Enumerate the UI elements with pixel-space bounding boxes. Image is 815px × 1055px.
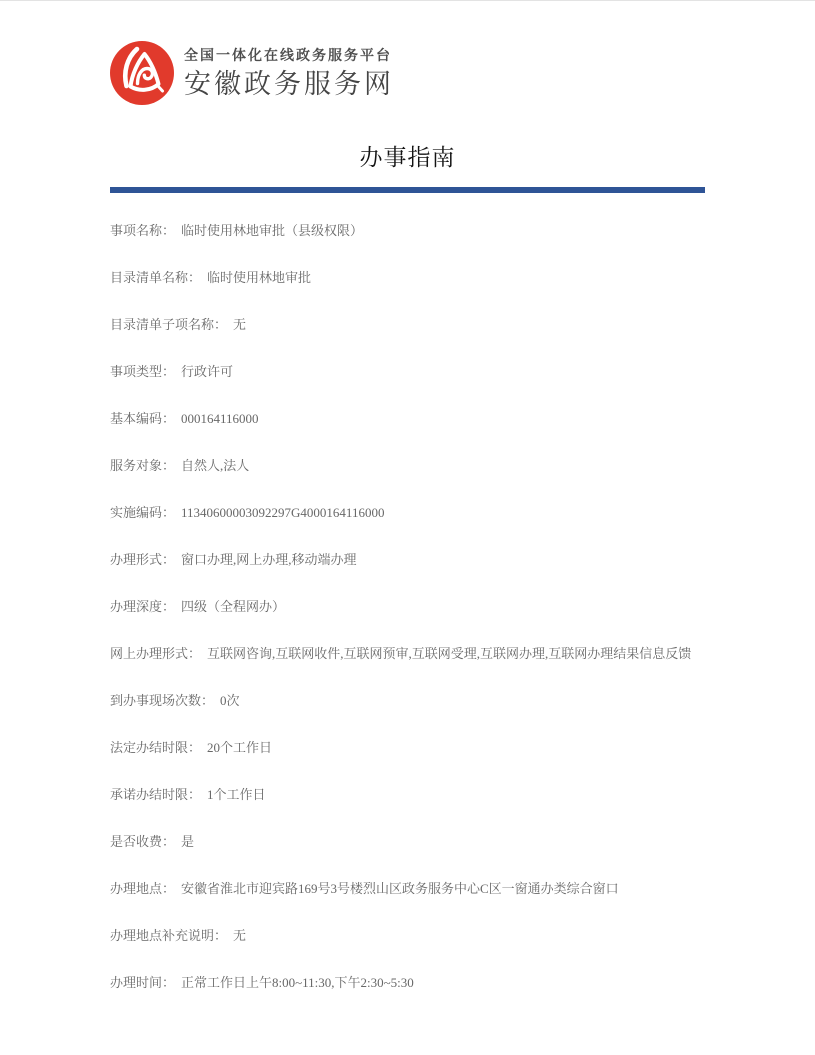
page-title: 办事指南 xyxy=(359,145,456,170)
field-label: 承诺办结时限： xyxy=(110,787,202,802)
field-label: 法定办结时限： xyxy=(110,740,202,755)
field-label: 事项名称： xyxy=(110,223,176,238)
field-label: 办理时间： xyxy=(110,975,176,990)
field-value: 是 xyxy=(181,834,195,849)
field-label: 办理地点补充说明： xyxy=(110,928,228,943)
field-row-site-visit-count xyxy=(110,692,705,709)
anhui-gov-logo-icon xyxy=(110,41,174,105)
field-value: 正常工作日上午8:00~11:30,下午2:30~5:30 xyxy=(181,975,414,990)
field-value: 互联网咨询,互联网收件,互联网预审,互联网受理,互联网办理,互联网办理结果信息反馈 xyxy=(207,646,692,661)
field-row-is-charged xyxy=(110,833,705,850)
field-label: 实施编码： xyxy=(110,505,176,520)
field-row-implementation-code xyxy=(110,504,705,521)
field-value: 临时使用林地审批 xyxy=(207,270,312,285)
field-row-handling-location xyxy=(110,880,705,897)
field-value: 无 xyxy=(233,317,247,332)
field-label: 是否收费： xyxy=(110,834,176,849)
field-value: 安徽省淮北市迎宾路169号3号楼烈山区政务服务中心C区一窗通办类综合窗口 xyxy=(181,881,619,896)
field-row-item-name xyxy=(110,222,705,239)
field-label: 办理形式： xyxy=(110,552,176,567)
field-label: 服务对象： xyxy=(110,458,176,473)
field-label: 目录清单子项名称： xyxy=(110,317,228,332)
guide-fields-list xyxy=(110,222,705,991)
platform-name: 全国一体化在线政务服务平台 xyxy=(184,46,392,63)
field-label: 事项类型： xyxy=(110,364,176,379)
field-value: 20个工作日 xyxy=(207,740,273,755)
field-row-statutory-time-limit xyxy=(110,739,705,756)
site-name: 安徽政务服务网 xyxy=(184,68,394,99)
field-value: 1个工作日 xyxy=(207,787,266,802)
field-row-service-target xyxy=(110,457,705,474)
title-divider-rule xyxy=(110,187,705,193)
field-row-location-supplement xyxy=(110,927,705,944)
field-value: 11340600003092297G4000164116000 xyxy=(181,505,385,520)
field-value: 行政许可 xyxy=(181,364,234,379)
field-value: 窗口办理,网上办理,移动端办理 xyxy=(181,552,357,567)
field-row-online-handling-form xyxy=(110,645,705,662)
field-value: 四级（全程网办） xyxy=(181,599,286,614)
field-row-catalog-list-name xyxy=(110,269,705,286)
field-row-handling-form xyxy=(110,551,705,568)
field-row-catalog-subitem-name xyxy=(110,316,705,333)
field-value: 临时使用林地审批（县级权限） xyxy=(181,223,364,238)
field-row-handling-depth xyxy=(110,598,705,615)
field-label: 目录清单名称： xyxy=(110,270,202,285)
field-label: 办理地点： xyxy=(110,881,176,896)
logo-text-block xyxy=(184,46,394,101)
field-row-handling-time xyxy=(110,974,705,991)
field-row-item-type xyxy=(110,363,705,380)
field-row-basic-code xyxy=(110,410,705,427)
site-header xyxy=(110,41,705,105)
field-value: 0次 xyxy=(220,693,240,708)
field-row-promised-time-limit xyxy=(110,786,705,803)
field-label: 基本编码： xyxy=(110,411,176,426)
field-label: 网上办理形式： xyxy=(110,646,202,661)
field-value: 无 xyxy=(233,928,247,943)
field-label: 办理深度： xyxy=(110,599,176,614)
field-value: 自然人,法人 xyxy=(181,458,250,473)
field-value: 000164116000 xyxy=(181,411,259,426)
field-label: 到办事现场次数： xyxy=(110,693,215,708)
